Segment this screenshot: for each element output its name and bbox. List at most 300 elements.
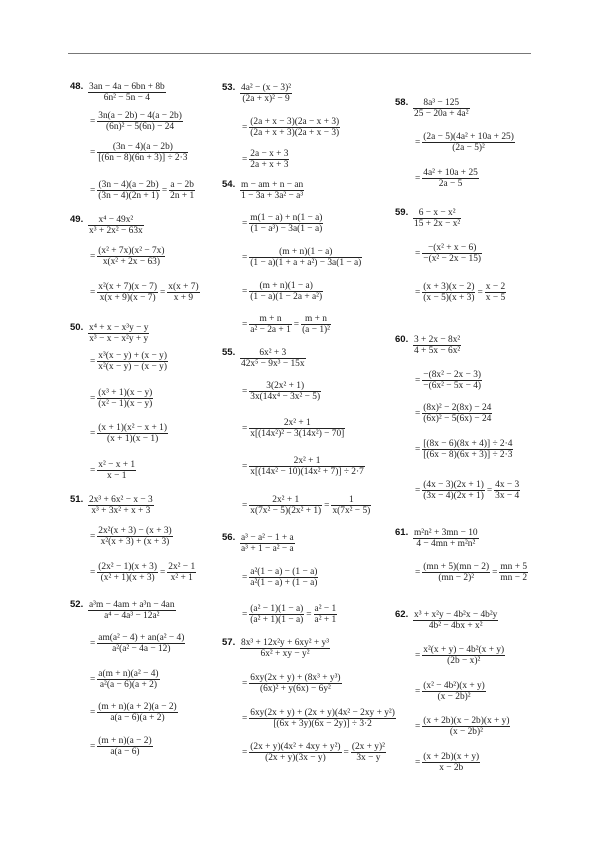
problem-number: 57.: [222, 637, 236, 648]
denominator: a²(a² − 4a − 12): [112, 644, 171, 654]
equals-sign: =: [242, 572, 248, 583]
simplified-fraction: [314, 604, 338, 625]
numerator: 2a − x + 3: [250, 149, 289, 159]
equals-sign: =: [415, 173, 421, 184]
problem-number: 56.: [222, 532, 236, 543]
numerator: (x + 1)(x² − x + 1): [98, 423, 167, 433]
problem-number: 58.: [395, 97, 409, 108]
denominator: 15 + 2x − x²: [414, 219, 461, 229]
denominator: x²(x + 3) + (x + 3): [100, 537, 170, 547]
fraction: [249, 418, 345, 439]
denominator: 3x − y: [356, 753, 381, 763]
numerator: (2x² − 1)(x + 3): [98, 562, 157, 572]
fraction: [413, 610, 498, 631]
equals-sign: =: [306, 609, 312, 620]
equation-line: [240, 673, 342, 694]
problem-number: 60.: [395, 334, 409, 345]
problem-number: 61.: [395, 527, 409, 538]
equation-line: [413, 370, 482, 391]
fraction: [240, 180, 304, 201]
equals-sign: =: [242, 218, 248, 229]
denominator: x[(14x² − 10)(14x² + 7)] ÷ 2·7: [250, 467, 364, 477]
equation-line: [88, 423, 168, 444]
equation-line: [413, 480, 520, 501]
denominator: 4 + 5x − 6x²: [414, 346, 461, 356]
denominator: a²(a − 6)(a + 2): [99, 680, 157, 690]
denominator: x[(14x²)² − 3(14x²) − 70]: [250, 429, 345, 439]
numerator: m − am + n − an: [241, 180, 304, 190]
equals-sign: =: [90, 638, 96, 649]
numerator: 2x² + 1: [249, 418, 345, 429]
equation-line: [240, 742, 386, 763]
denominator: [(6n − 8)(6n + 3)] ÷ 2·3: [98, 153, 188, 163]
denominator: x³ + 2x² − 63x: [89, 226, 143, 236]
numerator: m²n² + 3mn − 10: [414, 528, 478, 538]
denominator: x²(x − y) − (x − y): [98, 362, 167, 372]
equation-line: [240, 348, 306, 369]
denominator: x(x² + 2x − 63): [102, 257, 160, 267]
numerator: (m + n)(1 − a): [249, 281, 323, 292]
numerator: (mn + 5)(mn − 2): [423, 562, 490, 572]
denominator: [(6x + 3y)(6x − 2y)] ÷ 3·2: [273, 719, 372, 729]
fraction: [88, 82, 166, 103]
numerator: mn + 5: [500, 562, 528, 572]
numerator: (8x)² − 2(8x) − 24: [423, 403, 492, 413]
equation-line: [88, 562, 196, 583]
equals-sign: =: [90, 428, 96, 439]
numerator: (4x − 3)(2x + 1): [423, 480, 484, 490]
equals-sign: =: [90, 356, 96, 367]
numerator: (2a − 5)(4a² + 10a + 25): [423, 132, 514, 142]
equals-sign: =: [90, 393, 96, 404]
denominator: (a − 1)²: [302, 325, 330, 335]
equals-sign: =: [90, 531, 96, 542]
equation-line: [88, 282, 200, 303]
fraction: [249, 673, 341, 694]
equals-sign: =: [415, 650, 421, 661]
denominator: (6n)² − 5(6n) − 24: [106, 122, 175, 132]
numerator: (x² − 4b²)(x + y): [423, 681, 485, 691]
numerator: (2a + x − 3)(2a − x + 3): [250, 117, 340, 127]
equals-sign: =: [415, 567, 421, 578]
numerator: (a² − 1)(1 − a): [250, 604, 304, 614]
equals-sign: =: [415, 137, 421, 148]
equals-sign: =: [242, 319, 248, 330]
equals-sign: =: [242, 500, 248, 511]
equation-line: [413, 168, 479, 189]
equation-line: [413, 645, 505, 666]
problem-number: 51.: [70, 494, 84, 505]
equals-sign: =: [477, 287, 483, 298]
fraction: [240, 533, 295, 554]
fraction: [249, 117, 340, 138]
fraction: [422, 439, 513, 460]
numerator: [(8x − 6)(8x + 4)] ÷ 2·4: [423, 439, 513, 449]
numerator: 2x³ + 6x² − x − 3: [89, 495, 153, 505]
denominator: mn − 2: [500, 573, 528, 583]
equals-sign: =: [415, 757, 421, 768]
numerator: 2x² + 1: [249, 495, 322, 506]
fraction: [249, 567, 318, 588]
equals-sign: =: [415, 444, 421, 455]
equals-sign: =: [242, 386, 248, 397]
equation-line: [88, 82, 166, 103]
equation-line: [413, 282, 506, 303]
numerator: a³ − a² − 1 + a: [241, 533, 294, 543]
equation-line: [88, 460, 136, 481]
equals-sign: =: [324, 500, 330, 511]
fraction: [88, 323, 149, 344]
denominator: 4b² − 4bx + x²: [428, 621, 483, 631]
fraction: [97, 180, 160, 201]
fraction: [249, 281, 323, 302]
numerator: 3an − 4a − 6bn + 8b: [89, 82, 165, 92]
denominator: x³ + 3x² + x + 3: [91, 506, 151, 516]
equals-sign: =: [415, 686, 421, 697]
equals-sign: =: [242, 678, 248, 689]
denominator: (1 − a³) − 3a(1 − a): [250, 224, 323, 234]
fraction: [249, 149, 289, 170]
denominator: 1 − 3a + 3a² − a³: [241, 191, 304, 201]
denominator: (2b − x)²: [447, 656, 481, 666]
numerator: (2x + y)²: [351, 742, 385, 752]
problem-number: 50.: [70, 322, 84, 333]
fraction: [249, 604, 304, 625]
equation-line: [240, 381, 321, 402]
numerator: 4x − 3: [495, 480, 520, 490]
denominator: (mn − 2)²: [438, 573, 475, 583]
problem-number: 52.: [70, 599, 84, 610]
denominator: (3x − 4)(2x + 1): [423, 491, 484, 501]
fraction: [413, 208, 461, 229]
fraction: [97, 460, 136, 481]
problem-number: 48.: [70, 81, 84, 92]
equals-sign: =: [90, 251, 96, 262]
equation-line: [240, 180, 304, 201]
simplified-fraction: [301, 314, 331, 335]
equation-line: [240, 418, 345, 439]
fraction: [422, 168, 479, 189]
fraction: [240, 83, 292, 104]
equation-line: [240, 533, 295, 554]
numerator: 2x²(x + 3) − (x + 3): [98, 526, 172, 536]
fraction: [413, 528, 479, 549]
fraction: [422, 645, 505, 666]
equation-line: [240, 604, 337, 625]
denominator: x(x + 9)(x − 7): [99, 293, 156, 303]
numerator: x(x + 7): [168, 282, 199, 292]
denominator: a²(1 − a) + (1 − a): [250, 578, 318, 588]
numerator: (x² + 7x)(x² − 7x): [98, 246, 165, 256]
numerator: 6x² + 3: [240, 348, 306, 359]
numerator: 6 − x − x²: [413, 208, 461, 219]
equation-line: [240, 495, 371, 516]
numerator: (m + n)(1 − a): [249, 247, 362, 258]
numerator: 4a² + 10a + 25: [423, 168, 478, 178]
numerator: x³ + x²y − 4b²x − 4b²y: [414, 610, 498, 620]
fraction: [422, 752, 480, 773]
equation-line: [88, 246, 165, 267]
denominator: x(7x² − 5)(2x² + 1): [250, 506, 322, 516]
equation-line: [413, 610, 498, 631]
numerator: a²(1 − a) − (1 − a): [250, 567, 318, 577]
denominator: 4 − 4mn + m²n²: [416, 539, 476, 549]
fraction: [249, 456, 365, 477]
equals-sign: =: [293, 319, 300, 330]
problem-number: 62.: [395, 609, 409, 620]
equals-sign: =: [90, 567, 96, 578]
numerator: 6xy(2x + y) + (2x + y)(4x² − 2xy + y²): [250, 708, 395, 718]
numerator: x − 2: [485, 282, 506, 292]
denominator: (1 − a)(1 − 2a + a²): [250, 292, 323, 302]
numerator: −(x² + x − 6): [422, 243, 482, 254]
fraction: [422, 716, 510, 737]
equation-line: [88, 215, 144, 236]
equals-sign: =: [90, 465, 96, 476]
problem-number: 59.: [395, 207, 409, 218]
denominator: a² − 2a + 1: [250, 325, 291, 335]
fraction: [413, 335, 461, 356]
equation-line: [240, 117, 340, 138]
equation-line: [88, 526, 173, 547]
denominator: (a² + 1)(1 − a): [250, 615, 304, 625]
fraction: [97, 526, 172, 547]
denominator: x² + 1: [170, 573, 193, 583]
fraction: [97, 423, 168, 444]
numerator: a² − 1: [314, 604, 337, 614]
fraction: [88, 495, 154, 516]
fraction: [97, 669, 159, 690]
equals-sign: =: [161, 185, 168, 196]
equation-line: [88, 600, 176, 621]
equation-line: [413, 681, 486, 702]
denominator: (2a + x)² − 9: [242, 94, 290, 104]
denominator: (2a + x + 3)(2a + x − 3): [250, 128, 340, 138]
equation-line: [240, 247, 362, 268]
fraction: [240, 348, 306, 369]
fraction: [97, 562, 158, 583]
equation-line: [88, 142, 188, 163]
equals-sign: =: [90, 741, 96, 752]
denominator: 2a + x + 3: [250, 160, 289, 170]
fraction: [422, 480, 485, 501]
equals-sign: =: [242, 122, 248, 133]
fraction: [97, 351, 168, 372]
numerator: x²(x + 7)(x − 7): [98, 282, 157, 292]
simplified-fraction: [331, 495, 371, 516]
denominator: x³ − x − x²y + y: [89, 334, 149, 344]
denominator: 42x⁵ − 9x³ − 15x: [241, 359, 305, 369]
denominator: (x − 5)(x + 3): [423, 293, 475, 303]
equation-line: [240, 281, 323, 302]
equals-sign: =: [90, 287, 96, 298]
denominator: a(a − 6)(a + 2): [110, 713, 165, 723]
equals-sign: =: [486, 485, 493, 496]
equals-sign: =: [90, 116, 96, 127]
equals-sign: =: [90, 674, 96, 685]
equation-line: [413, 528, 479, 549]
numerator: a − 2b: [170, 180, 194, 190]
numerator: (m + n)(a − 2): [98, 736, 152, 746]
equation-line: [240, 567, 318, 588]
denominator: (1 − a)(1 + a + a²) − 3a(1 − a): [250, 258, 362, 268]
equation-line: [88, 323, 149, 344]
equals-sign: =: [242, 423, 248, 434]
fraction: [413, 98, 470, 119]
numerator: a³m − 4am + a³n − 4an: [89, 600, 175, 610]
denominator: (x² − 1)(x − y): [98, 399, 153, 409]
equation-line: [413, 752, 480, 773]
equation-line: [413, 98, 470, 119]
equals-sign: =: [343, 747, 349, 758]
numerator: (3n − 4)(a − 2b): [97, 142, 188, 153]
denominator: (x − 2b)²: [437, 692, 471, 702]
numerator: am(a² − 4) + an(a² − 4): [98, 633, 185, 643]
equals-sign: =: [415, 287, 421, 298]
equation-line: [88, 633, 185, 654]
denominator: 25 − 20a + 4a²: [414, 109, 469, 119]
denominator: a⁴ − 4a³ − 12a²: [104, 611, 160, 621]
fraction: [422, 370, 482, 391]
equation-line: [413, 132, 515, 153]
equation-line: [413, 439, 513, 460]
equals-sign: =: [242, 747, 248, 758]
fraction: [88, 215, 144, 236]
denominator: a² + 1: [314, 615, 337, 625]
numerator: (x + 2b)(x − 2b)(x + y): [423, 716, 510, 726]
denominator: 3x(14x⁴ − 3x² − 5): [250, 392, 321, 402]
equation-line: [88, 669, 160, 690]
fraction: [422, 282, 475, 303]
fraction: [249, 314, 291, 335]
denominator: (2a − 5)²: [452, 143, 485, 153]
equals-sign: =: [90, 147, 96, 158]
equation-line: [88, 736, 153, 757]
simplified-fraction: [494, 480, 520, 501]
equals-sign: =: [159, 287, 166, 298]
equals-sign: =: [242, 252, 248, 263]
denominator: 6x² + xy − y²: [260, 649, 310, 659]
fraction: [249, 495, 322, 516]
denominator: (6x)² + y(6x) − 6y²: [259, 684, 331, 694]
denominator: 2n + 1: [170, 191, 195, 201]
numerator: (x³ + 1)(x − y): [98, 388, 153, 398]
equation-line: [240, 149, 289, 170]
equation-line: [413, 243, 482, 264]
equals-sign: =: [242, 461, 248, 472]
numerator: −(8x² − 2x − 3): [423, 370, 482, 380]
header-rule: [68, 53, 531, 54]
denominator: 3x − 4: [495, 491, 520, 501]
numerator: (3n − 4)(a − 2b): [98, 180, 159, 190]
fraction: [88, 600, 176, 621]
numerator: 4a² − (x − 3)²: [241, 83, 292, 93]
numerator: (m + n)(a + 2)(a − 2): [98, 702, 177, 712]
denominator: x + 9: [173, 293, 194, 303]
equals-sign: =: [415, 375, 421, 386]
numerator: x² − x + 1: [98, 460, 136, 470]
equation-line: [413, 208, 461, 229]
equals-sign: =: [242, 609, 248, 620]
fraction: [97, 736, 152, 757]
equation-line: [240, 314, 331, 335]
denominator: (2x + y)(3x − y): [265, 753, 326, 763]
numerator: 6xy(2x + y) + (8x³ + y³): [250, 673, 341, 683]
equals-sign: =: [242, 286, 248, 297]
numerator: 8a³ − 125: [413, 98, 470, 109]
equation-line: [240, 213, 323, 234]
equation-line: [240, 638, 330, 659]
simplified-fraction: [167, 562, 196, 583]
denominator: (6x)² − 5(6x) − 24: [423, 414, 492, 424]
numerator: a(m + n)(a² − 4): [98, 669, 159, 679]
fraction: [97, 246, 165, 267]
fraction: [422, 243, 482, 264]
denominator: (3n − 4)(2n + 1): [98, 191, 159, 201]
problem-number: 53.: [222, 82, 236, 93]
numerator: x⁴ − 49x²: [88, 215, 144, 226]
numerator: 1: [331, 495, 371, 506]
fraction: [422, 562, 490, 583]
fraction: [97, 111, 183, 132]
numerator: 2x² + 1: [249, 456, 365, 467]
fraction: [97, 388, 153, 409]
numerator: 3n(a − 2b) − 4(a − 2b): [98, 111, 182, 121]
denominator: (x² + 1)(x + 3): [100, 573, 155, 583]
equals-sign: =: [159, 567, 166, 578]
numerator: m(1 − a) + n(1 − a): [250, 213, 323, 223]
simplified-fraction: [499, 562, 528, 583]
fraction: [249, 708, 396, 729]
simplified-fraction: [167, 282, 199, 303]
numerator: 3 + 2x − 8x²: [414, 335, 461, 345]
numerator: (x + 3)(x − 2): [423, 282, 475, 292]
problem-number: 49.: [70, 214, 84, 225]
equation-line: [413, 335, 461, 356]
fraction: [97, 142, 188, 163]
denominator: 6n² − 5n − 4: [103, 93, 150, 103]
equation-line: [413, 562, 528, 583]
equals-sign: =: [415, 408, 421, 419]
fraction: [422, 681, 486, 702]
equals-sign: =: [492, 567, 498, 578]
denominator: [(6x − 8)(6x + 3)] ÷ 2·3: [423, 450, 513, 460]
denominator: 2a − 5: [438, 179, 463, 189]
fraction: [240, 638, 330, 659]
denominator: (x − 2b)²: [449, 727, 483, 737]
denominator: x − 1: [107, 471, 127, 481]
denominator: −(x² − 2x − 15): [423, 254, 482, 264]
denominator: a³ + 1 − a² − a: [241, 544, 294, 554]
equals-sign: =: [415, 248, 421, 259]
equation-line: [88, 702, 178, 723]
fraction: [97, 702, 177, 723]
equation-line: [240, 83, 292, 104]
equation-line: [240, 708, 396, 729]
numerator: (x + 2b)(x + y): [423, 752, 480, 762]
numerator: m + n: [249, 314, 291, 325]
equation-line: [413, 716, 510, 737]
equation-line: [240, 456, 365, 477]
equals-sign: =: [415, 721, 421, 732]
numerator: x²(x + y) − 4b²(x + y): [423, 645, 505, 655]
fraction: [249, 213, 323, 234]
denominator: x − 2b: [439, 763, 464, 773]
fraction: [249, 742, 341, 763]
fraction: [97, 282, 158, 303]
numerator: 3(2x² + 1): [249, 381, 321, 392]
equals-sign: =: [415, 485, 421, 496]
